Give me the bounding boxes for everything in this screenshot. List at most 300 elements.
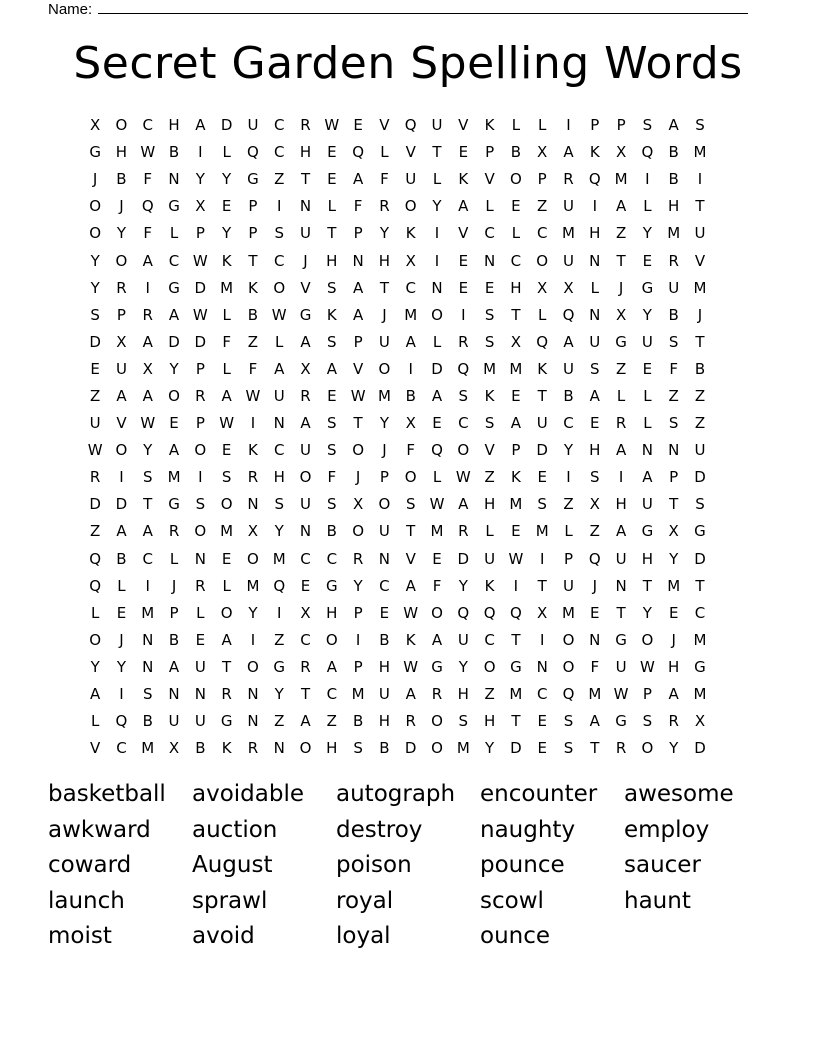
grid-row bbox=[82, 491, 738, 518]
grid-letter: O bbox=[168, 386, 180, 405]
grid-letter: W bbox=[429, 495, 445, 514]
grid-letter: Y bbox=[90, 657, 100, 676]
grid-letter: V bbox=[484, 441, 495, 460]
grid-letter: F bbox=[248, 359, 258, 378]
grid-letter: T bbox=[695, 197, 705, 216]
grid-letter: P bbox=[379, 468, 389, 487]
grid-letter: Y bbox=[195, 170, 205, 189]
grid-letter: Y bbox=[669, 739, 679, 758]
grid-letter: S bbox=[327, 414, 337, 433]
grid-letter: R bbox=[563, 170, 574, 189]
grid-letter: S bbox=[327, 441, 337, 460]
grid-letter: L bbox=[564, 522, 573, 541]
grid-letter: W bbox=[192, 305, 208, 324]
grid-letter: X bbox=[615, 305, 627, 324]
grid-letter: W bbox=[140, 143, 156, 162]
grid-letter: X bbox=[405, 414, 416, 433]
grid-letter: W bbox=[403, 603, 419, 622]
grid-letter: T bbox=[353, 414, 363, 433]
grid-letter: Q bbox=[562, 305, 575, 324]
grid-letter: Y bbox=[248, 603, 258, 622]
grid-row bbox=[82, 383, 738, 410]
grid-letter: M bbox=[141, 603, 155, 622]
grid-letter: Z bbox=[90, 386, 101, 405]
grid-letter: Y bbox=[563, 441, 574, 460]
grid-letter: I bbox=[566, 116, 571, 135]
grid-letter: T bbox=[695, 332, 705, 351]
grid-letter: P bbox=[195, 359, 205, 378]
grid-letter: S bbox=[484, 414, 495, 433]
grid-letter: U bbox=[589, 332, 601, 351]
grid-letter: B bbox=[563, 386, 574, 405]
grid-letter: W bbox=[455, 468, 471, 487]
grid-letter: S bbox=[590, 359, 600, 378]
grid-letter: Q bbox=[89, 549, 102, 568]
grid-letter: N bbox=[299, 197, 312, 216]
grid-letter: K bbox=[248, 441, 258, 460]
grid-letter: A bbox=[352, 278, 364, 297]
grid-letter: J bbox=[671, 630, 676, 649]
grid-letter: J bbox=[618, 278, 624, 297]
grid-letter: I bbox=[355, 630, 361, 649]
grid-letter: E bbox=[642, 359, 653, 378]
grid-letter: T bbox=[642, 576, 652, 595]
grid-letter: Y bbox=[485, 739, 495, 758]
grid-letter: U bbox=[273, 386, 285, 405]
grid-letter: U bbox=[615, 657, 627, 676]
grid-letter: T bbox=[669, 495, 679, 514]
grid-letter: T bbox=[406, 522, 416, 541]
grid-letter: A bbox=[142, 386, 153, 405]
grid-letter: T bbox=[616, 251, 626, 270]
word-list-item: poison bbox=[336, 852, 412, 878]
grid-letter: S bbox=[484, 305, 495, 324]
grid-letter: C bbox=[536, 224, 548, 243]
grid-letter: V bbox=[90, 739, 101, 758]
grid-letter: T bbox=[695, 576, 705, 595]
grid-letter: S bbox=[695, 495, 705, 514]
grid-letter: X bbox=[90, 116, 101, 135]
grid-letter: M bbox=[272, 549, 286, 568]
grid-row bbox=[82, 546, 738, 573]
grid-letter: S bbox=[668, 332, 679, 351]
grid-letter: G bbox=[615, 630, 627, 649]
grid-letter: M bbox=[562, 603, 575, 622]
grid-letter: Q bbox=[431, 441, 443, 460]
name-label: Name: bbox=[48, 1, 93, 18]
grid-letter: A bbox=[510, 414, 522, 433]
grid-letter: Y bbox=[116, 657, 127, 676]
grid-letter: E bbox=[668, 603, 679, 622]
grid-letter: Q bbox=[509, 603, 522, 622]
grid-letter: O bbox=[115, 441, 128, 460]
grid-letter: U bbox=[89, 414, 101, 433]
grid-letter: L bbox=[590, 278, 599, 297]
grid-letter: V bbox=[484, 170, 495, 189]
grid-letter: C bbox=[458, 414, 469, 433]
grid-letter: T bbox=[511, 712, 521, 731]
grid-letter: O bbox=[404, 197, 417, 216]
grid-letter: Z bbox=[484, 468, 495, 487]
grid-letter: C bbox=[300, 630, 311, 649]
grid-letter: F bbox=[143, 170, 153, 189]
grid-letter: B bbox=[510, 143, 522, 162]
grid-letter: Q bbox=[641, 143, 654, 162]
grid-letter: C bbox=[273, 251, 285, 270]
grid-letter: U bbox=[536, 414, 548, 433]
grid-letter: S bbox=[405, 495, 416, 514]
grid-letter: M bbox=[509, 495, 523, 514]
grid-letter: R bbox=[89, 468, 101, 487]
grid-letter: C bbox=[405, 278, 416, 297]
grid-letter: S bbox=[327, 332, 337, 351]
grid-letter: B bbox=[379, 630, 390, 649]
grid-letter: N bbox=[431, 278, 443, 297]
grid-letter: S bbox=[484, 332, 495, 351]
grid-letter: L bbox=[643, 197, 652, 216]
grid-letter: T bbox=[432, 143, 442, 162]
grid-letter: A bbox=[195, 116, 206, 135]
grid-letter: D bbox=[89, 332, 101, 351]
grid-letter: H bbox=[483, 712, 496, 731]
grid-row bbox=[82, 220, 738, 247]
grid-letter: Q bbox=[89, 576, 102, 595]
grid-letter: G bbox=[168, 495, 180, 514]
grid-letter: S bbox=[563, 739, 574, 758]
grid-letter: I bbox=[513, 576, 519, 595]
grid-letter: A bbox=[405, 685, 416, 704]
grid-letter: Y bbox=[669, 549, 679, 568]
grid-letter: V bbox=[458, 116, 469, 135]
word-list-item: autograph bbox=[336, 781, 456, 807]
grid-letter: Y bbox=[90, 251, 100, 270]
grid-letter: S bbox=[642, 712, 653, 731]
grid-letter: V bbox=[458, 224, 469, 243]
grid-letter: X bbox=[589, 495, 600, 514]
word-list-item: employ bbox=[624, 816, 710, 843]
grid-letter: Z bbox=[668, 386, 679, 405]
grid-row bbox=[82, 112, 738, 139]
letter-grid bbox=[82, 112, 738, 762]
grid-letter: T bbox=[327, 224, 337, 243]
grid-letter: A bbox=[300, 712, 311, 731]
grid-letter: H bbox=[115, 143, 128, 162]
grid-letter: O bbox=[431, 603, 443, 622]
grid-letter: A bbox=[352, 170, 364, 189]
word-list-item: awesome bbox=[624, 781, 734, 807]
grid-letter: I bbox=[539, 630, 545, 649]
grid-letter: P bbox=[511, 441, 521, 460]
grid-row bbox=[82, 329, 738, 356]
grid-letter: S bbox=[274, 495, 284, 514]
grid-letter: D bbox=[220, 116, 233, 135]
grid-letter: A bbox=[668, 116, 679, 135]
grid-letter: B bbox=[116, 170, 127, 189]
word-list bbox=[48, 777, 788, 955]
grid-letter: R bbox=[300, 116, 311, 135]
grid-letter: U bbox=[641, 495, 653, 514]
grid-letter: E bbox=[484, 278, 495, 297]
grid-letter: R bbox=[300, 657, 311, 676]
grid-letter: W bbox=[245, 386, 261, 405]
grid-letter: E bbox=[116, 603, 127, 622]
grid-letter: M bbox=[220, 278, 234, 297]
grid-letter: I bbox=[697, 170, 703, 189]
grid-letter: K bbox=[537, 359, 548, 378]
grid-letter: C bbox=[273, 116, 285, 135]
grid-letter: Y bbox=[274, 522, 284, 541]
grid-letter: N bbox=[641, 441, 653, 460]
grid-letter: A bbox=[300, 414, 311, 433]
grid-letter: P bbox=[353, 603, 363, 622]
grid-letter: D bbox=[431, 359, 443, 378]
grid-letter: Q bbox=[457, 359, 470, 378]
grid-letter: X bbox=[615, 143, 627, 162]
grid-letter: G bbox=[615, 332, 627, 351]
grid-letter: C bbox=[142, 549, 153, 568]
grid-letter: G bbox=[168, 278, 180, 297]
grid-letter: O bbox=[536, 251, 549, 270]
grid-letter: M bbox=[456, 739, 470, 758]
grid-letter: G bbox=[694, 522, 706, 541]
grid-letter: O bbox=[115, 251, 128, 270]
grid-letter: R bbox=[247, 468, 259, 487]
grid-letter: K bbox=[484, 386, 495, 405]
grid-letter: L bbox=[511, 224, 521, 243]
grid-letter: U bbox=[300, 441, 312, 460]
grid-letter: O bbox=[641, 739, 654, 758]
grid-row bbox=[82, 600, 738, 627]
grid-letter: V bbox=[405, 143, 416, 162]
grid-letter: J bbox=[382, 305, 387, 324]
grid-letter: P bbox=[169, 603, 179, 622]
grid-letter: X bbox=[537, 603, 548, 622]
grid-letter: R bbox=[379, 197, 390, 216]
grid-letter: S bbox=[537, 495, 547, 514]
grid-row bbox=[82, 518, 738, 545]
grid-row bbox=[82, 275, 738, 302]
grid-letter: I bbox=[250, 630, 256, 649]
grid-letter: Q bbox=[536, 332, 549, 351]
grid-row bbox=[82, 247, 738, 274]
grid-letter: A bbox=[642, 468, 653, 487]
grid-letter: A bbox=[563, 332, 574, 351]
grid-letter: E bbox=[353, 116, 363, 135]
word-list-item: destroy bbox=[336, 816, 423, 843]
grid-letter: E bbox=[195, 630, 206, 649]
grid-letter: A bbox=[274, 359, 285, 378]
grid-letter: Y bbox=[353, 576, 363, 595]
grid-letter: O bbox=[115, 116, 128, 135]
word-list-item: encounter bbox=[480, 781, 598, 807]
grid-letter: E bbox=[511, 197, 521, 216]
grid-letter: O bbox=[89, 197, 102, 216]
grid-row bbox=[82, 681, 738, 708]
grid-letter: J bbox=[119, 197, 124, 216]
grid-letter: S bbox=[590, 468, 600, 487]
word-list-item: moist bbox=[48, 923, 112, 949]
grid-letter: O bbox=[404, 468, 417, 487]
grid-letter: O bbox=[89, 630, 102, 649]
word-list-item: royal bbox=[336, 887, 394, 914]
grid-letter: T bbox=[379, 278, 389, 297]
grid-letter: X bbox=[300, 603, 311, 622]
grid-letter: I bbox=[145, 278, 150, 297]
grid-letter: Y bbox=[274, 685, 284, 704]
grid-letter: T bbox=[248, 251, 258, 270]
grid-letter: B bbox=[352, 712, 364, 731]
grid-letter: Q bbox=[562, 685, 575, 704]
grid-letter: T bbox=[143, 495, 153, 514]
grid-letter: Q bbox=[115, 712, 128, 731]
grid-letter: K bbox=[405, 630, 416, 649]
grid-letter: M bbox=[404, 305, 418, 324]
grid-letter: O bbox=[299, 468, 312, 487]
grid-letter: O bbox=[431, 305, 443, 324]
grid-letter: L bbox=[380, 143, 389, 162]
grid-letter: O bbox=[641, 630, 654, 649]
grid-letter: L bbox=[643, 386, 652, 405]
grid-letter: H bbox=[378, 251, 391, 270]
grid-letter: H bbox=[641, 549, 654, 568]
grid-letter: I bbox=[618, 468, 624, 487]
grid-letter: U bbox=[300, 224, 312, 243]
grid-letter: L bbox=[90, 603, 100, 622]
grid-letter: N bbox=[589, 305, 601, 324]
grid-row bbox=[82, 437, 738, 464]
grid-letter: U bbox=[194, 657, 206, 676]
grid-letter: M bbox=[483, 359, 497, 378]
grid-row bbox=[82, 708, 738, 735]
grid-letter: Y bbox=[642, 224, 652, 243]
grid-letter: B bbox=[142, 712, 153, 731]
grid-letter: A bbox=[589, 386, 600, 405]
grid-letter: B bbox=[116, 549, 127, 568]
grid-letter: R bbox=[195, 386, 206, 405]
grid-letter: A bbox=[116, 386, 127, 405]
grid-letter: A bbox=[90, 685, 101, 704]
grid-letter: N bbox=[615, 576, 627, 595]
grid-letter: U bbox=[563, 576, 574, 595]
grid-letter: U bbox=[115, 359, 127, 378]
grid-letter: A bbox=[116, 522, 127, 541]
grid-letter: E bbox=[590, 603, 600, 622]
grid-letter: L bbox=[432, 332, 442, 351]
grid-letter: V bbox=[405, 549, 416, 568]
grid-letter: J bbox=[592, 576, 597, 595]
grid-letter: N bbox=[168, 170, 180, 189]
grid-letter: X bbox=[694, 712, 706, 731]
grid-letter: M bbox=[430, 522, 444, 541]
grid-letter: Z bbox=[563, 495, 574, 514]
grid-letter: A bbox=[168, 441, 180, 460]
grid-letter: M bbox=[509, 685, 523, 704]
grid-letter: L bbox=[90, 712, 100, 731]
grid-letter: H bbox=[326, 739, 338, 758]
grid-letter: Y bbox=[432, 197, 442, 216]
grid-letter: M bbox=[167, 468, 181, 487]
grid-letter: O bbox=[247, 549, 259, 568]
grid-letter: P bbox=[590, 116, 600, 135]
grid-letter: R bbox=[300, 386, 311, 405]
grid-letter: S bbox=[221, 468, 232, 487]
word-list-item: basketball bbox=[48, 781, 166, 807]
grid-letter: D bbox=[694, 468, 706, 487]
grid-letter: K bbox=[484, 116, 495, 135]
grid-letter: D bbox=[115, 495, 128, 514]
grid-letter: E bbox=[537, 712, 547, 731]
grid-letter: U bbox=[457, 630, 469, 649]
grid-letter: O bbox=[220, 495, 233, 514]
grid-letter: O bbox=[247, 657, 259, 676]
grid-letter: G bbox=[510, 657, 522, 676]
grid-letter: Y bbox=[379, 414, 389, 433]
grid-letter: M bbox=[588, 685, 602, 704]
grid-letter: N bbox=[299, 522, 312, 541]
grid-letter: J bbox=[382, 441, 387, 460]
grid-letter: H bbox=[326, 251, 338, 270]
grid-letter: S bbox=[90, 305, 100, 324]
grid-letter: H bbox=[668, 197, 680, 216]
grid-letter: M bbox=[693, 143, 707, 162]
grid-letter: E bbox=[511, 386, 521, 405]
grid-letter: A bbox=[142, 251, 153, 270]
grid-letter: R bbox=[668, 251, 679, 270]
grid-letter: H bbox=[299, 143, 312, 162]
grid-letter: M bbox=[667, 224, 681, 243]
grid-letter: O bbox=[220, 603, 233, 622]
grid-letter: J bbox=[119, 630, 124, 649]
grid-letter: O bbox=[299, 739, 312, 758]
grid-letter: B bbox=[247, 305, 259, 324]
grid-letter: X bbox=[300, 359, 311, 378]
grid-letter: Z bbox=[326, 712, 337, 731]
grid-letter: Q bbox=[483, 603, 496, 622]
grid-letter: L bbox=[222, 143, 231, 162]
grid-letter: S bbox=[458, 712, 469, 731]
word-list-item: haunt bbox=[624, 887, 691, 914]
name-field[interactable] bbox=[48, 0, 748, 18]
word-list-item: sprawl bbox=[192, 887, 268, 914]
grid-letter: A bbox=[668, 685, 679, 704]
grid-letter: G bbox=[431, 657, 443, 676]
grid-letter: H bbox=[326, 603, 338, 622]
grid-letter: J bbox=[355, 468, 361, 487]
grid-letter: V bbox=[694, 251, 706, 270]
grid-letter: N bbox=[142, 657, 154, 676]
word-list-item: pounce bbox=[480, 852, 565, 878]
grid-letter: P bbox=[485, 143, 495, 162]
grid-letter: I bbox=[434, 224, 440, 243]
grid-letter: Y bbox=[458, 657, 468, 676]
grid-letter: N bbox=[247, 712, 259, 731]
grid-letter: O bbox=[457, 441, 470, 460]
grid-letter: Q bbox=[404, 116, 417, 135]
grid-letter: Y bbox=[642, 305, 652, 324]
grid-letter: W bbox=[324, 116, 340, 135]
grid-letter: A bbox=[615, 197, 627, 216]
grid-letter: P bbox=[669, 468, 679, 487]
grid-row bbox=[82, 464, 738, 491]
grid-letter: C bbox=[536, 685, 548, 704]
grid-letter: A bbox=[142, 332, 153, 351]
grid-letter: Q bbox=[588, 170, 601, 189]
grid-row bbox=[82, 654, 738, 681]
grid-letter: E bbox=[537, 468, 547, 487]
grid-letter: P bbox=[353, 332, 363, 351]
grid-letter: H bbox=[378, 657, 391, 676]
grid-letter: L bbox=[222, 359, 231, 378]
